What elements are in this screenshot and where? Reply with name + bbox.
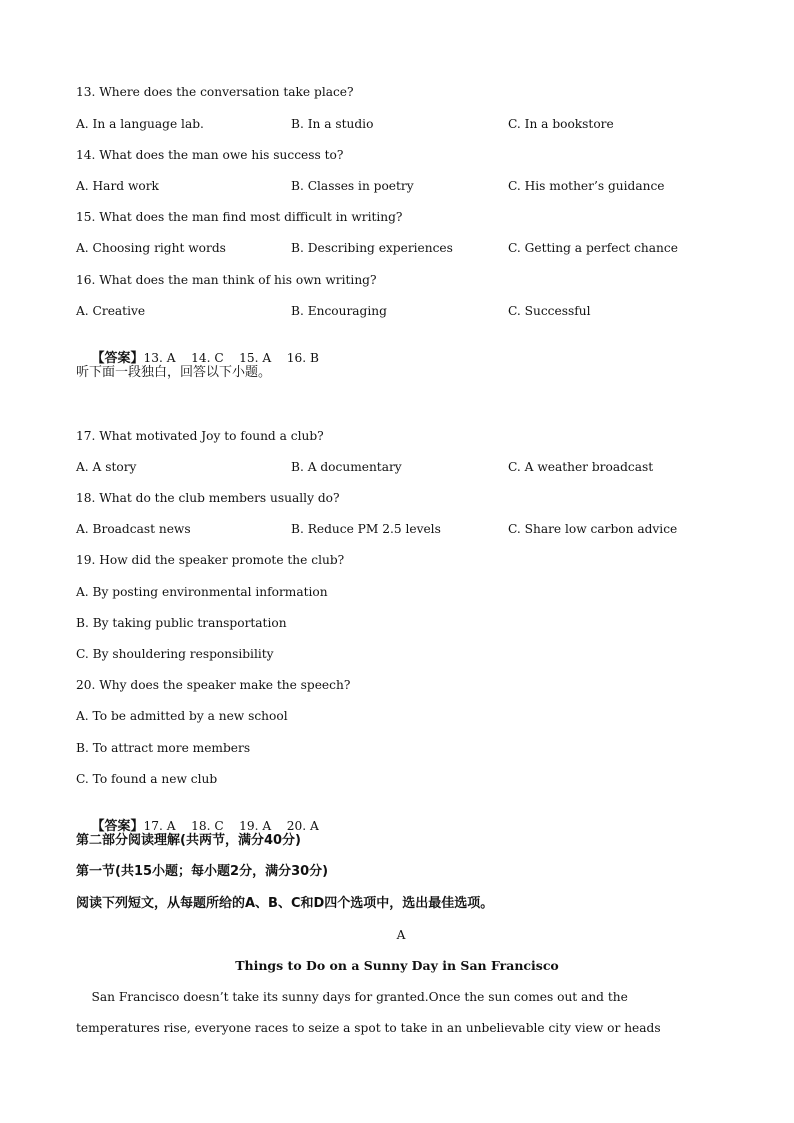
question-19-stem: 19. How did the speaker promote the club? [76, 553, 345, 567]
question-18-stem: 18. What do the club members usually do? [76, 491, 340, 505]
option-c: C. Getting a perfect chance [508, 241, 678, 255]
answer-values: 17. A 18. C 19. A 20. A [143, 819, 319, 833]
question-13-stem: 13. Where does the conversation take place? [76, 85, 354, 99]
passage-letter: A [396, 928, 406, 942]
reading-part-heading: 第二部分阅读理解(共两节，满分40分) [76, 833, 301, 848]
option-a: A. In a language lab. [76, 117, 204, 131]
reading-section-heading: 第一节(共15小题；每小题2分，满分30分) [76, 864, 329, 879]
question-20-option-a: A. To be admitted by a new school [76, 709, 288, 723]
passage-title: Things to Do on a Sunny Day in San Francisco [235, 958, 559, 973]
question-20-option-b: B. To attract more members [76, 741, 251, 755]
option-c: C. Share low carbon advice [508, 522, 678, 536]
question-14-options [76, 178, 736, 194]
question-19-option-b: B. By taking public transportation [76, 616, 287, 630]
option-a: A. Creative [76, 304, 146, 318]
monologue-instruction: 听下面一段独白，回答以下小题。 [76, 365, 272, 380]
question-20-option-c: C. To found a new club [76, 772, 218, 786]
question-17-options [76, 459, 736, 475]
option-a: A. Broadcast news [76, 522, 191, 536]
question-20-stem: 20. Why does the speaker make the speech? [76, 678, 351, 692]
answer-values: 13. A 14. C 15. A 16. B [143, 351, 319, 365]
option-b: B. Describing experiences [291, 241, 453, 255]
question-19-option-c: C. By shouldering responsibility [76, 647, 274, 661]
option-a: A. A story [76, 460, 137, 474]
question-15-stem: 15. What does the man find most difficult in writing? [76, 210, 403, 224]
option-b: B. In a studio [291, 117, 374, 131]
passage-line-2: temperatures rise, everyone races to seize a spot to take in an unbelievable city view or heads [76, 1021, 661, 1035]
question-19-option-a: A. By posting environmental information [76, 585, 328, 599]
question-18-options [76, 521, 736, 537]
question-16-stem: 16. What does the man think of his own writing? [76, 273, 377, 287]
answer-label: 【答案】 [91, 819, 144, 834]
option-c: C. His mother’s guidance [508, 179, 665, 193]
option-c: C. In a bookstore [508, 117, 614, 131]
option-c: C. A weather broadcast [508, 460, 654, 474]
option-c: C. Successful [508, 304, 591, 318]
option-a: A. Hard work [76, 179, 159, 193]
option-b: B. Reduce PM 2.5 levels [291, 522, 441, 536]
question-14-stem: 14. What does the man owe his success to? [76, 148, 344, 162]
question-17-stem: 17. What motivated Joy to found a club? [76, 429, 324, 443]
answer-label: 【答案】 [91, 351, 144, 366]
question-13-options [76, 116, 736, 132]
option-b: B. Classes in poetry [291, 179, 414, 193]
question-15-options [76, 240, 736, 256]
option-b: B. A documentary [291, 460, 402, 474]
question-16-options [76, 303, 736, 319]
passage-line-1: San Francisco doesn’t take its sunny days for granted.Once the sun comes out and the [76, 990, 628, 1004]
option-b: B. Encouraging [291, 304, 387, 318]
reading-instruction: 阅读下列短文，从每题所给的A、B、C和D四个选项中，选出最佳选项。 [76, 896, 494, 911]
option-a: A. Choosing right words [76, 241, 226, 255]
